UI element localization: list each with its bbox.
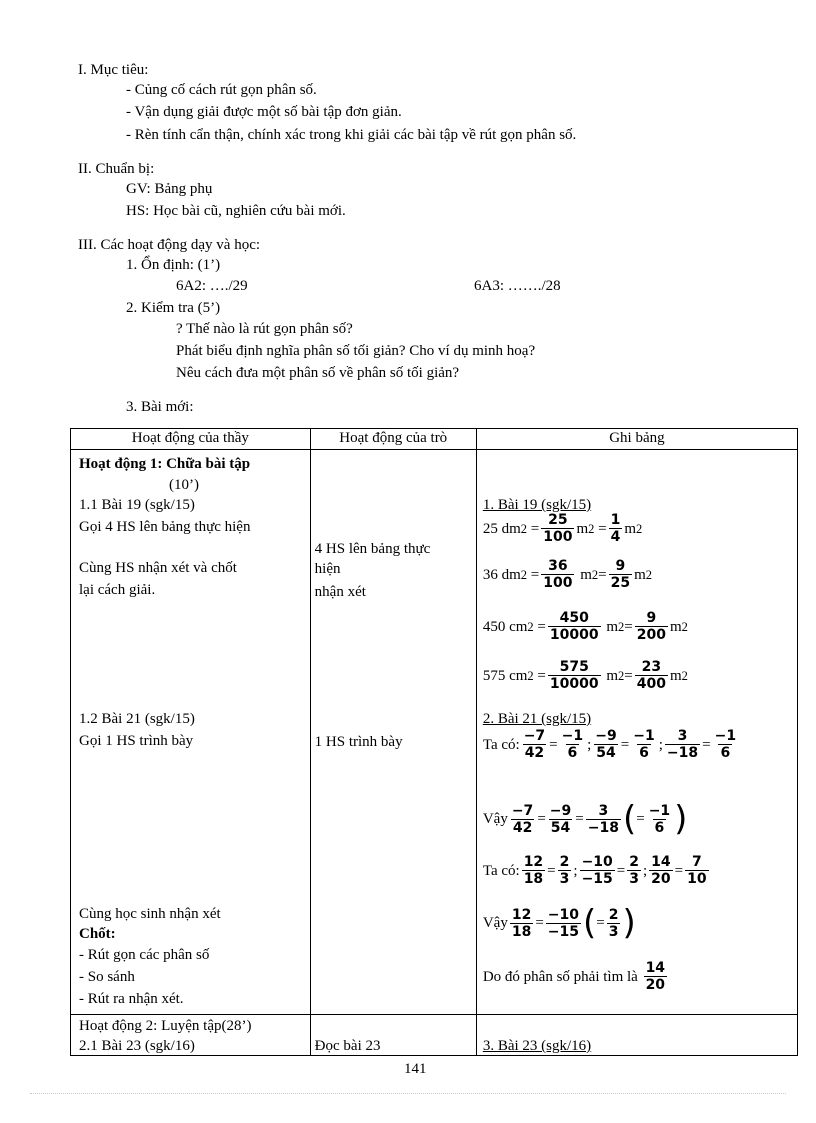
student-column — [310, 450, 476, 1015]
b19-line-1: 25 dm 2 = $\frac{25}{100}$ m 2 = $\frac{1}{4}$ m 2 — [482, 512, 643, 545]
question: Phát biểu định nghĩa phân số tối giản? Cho ví dụ minh hoạ? — [176, 343, 536, 359]
board-b19-title: 1. Bài 19 (sgk/15) — [482, 497, 592, 513]
page-number: 141 — [404, 1061, 427, 1077]
teacher-hd2-cell — [71, 1015, 311, 1056]
board-column — [476, 450, 797, 1015]
b19-line-4: 575 cm 2 = $\frac{575}{10000}$ m 2 = $\frac{23}{400}$ m 2 — [482, 659, 688, 692]
class-6a2: 6A2: …./29 — [176, 278, 248, 294]
bai-moi: 3. Bài mới: — [126, 399, 194, 415]
on-dinh: 1. Ổn định: (1’) — [126, 257, 221, 273]
board-hd2-cell — [476, 1015, 797, 1056]
board-b23-title: 3. Bài 23 (sgk/16) — [482, 1038, 592, 1054]
section-2-title: II. Chuẩn bị: — [78, 161, 155, 177]
b21-vay-1: Vậy $\frac{-7}{42}$ = $\frac{-9}{54}$ = $\frac{3}{-18}$ ( = $\frac{-1}{6}$ ) — [482, 799, 688, 839]
header-student: Hoạt động của trò — [310, 429, 476, 450]
hd1-title: Hoạt động 1: Chữa bài tập — [79, 456, 251, 472]
b19-line-2: 36 dm 2 = $\frac{36}{100}$ m 2 = $\frac{9}{25}$ m 2 — [482, 558, 652, 591]
student-s2: nhận xét — [314, 584, 366, 600]
teacher-chot-3: - Rút ra nhận xét. — [79, 991, 184, 1007]
hd1-time: (10’) — [169, 477, 199, 493]
teacher-goi1: Gọi 1 HS trình bày — [79, 733, 194, 749]
teacher-cunghs: Cùng học sinh nhận xét — [79, 906, 221, 922]
prep-item: HS: Học bài cũ, nghiên cứu bài mới. — [126, 203, 346, 219]
teacher-goi4: Gọi 4 HS lên bảng thực hiện — [79, 519, 251, 535]
section-1-title: I. Mục tiêu: — [78, 62, 149, 78]
hd2-title: Hoạt động 2: Luyện tập(28’) — [79, 1018, 252, 1034]
teacher-chot: Chốt: — [79, 926, 116, 942]
b21-taco-2: Ta có: $\frac{12}{18}$ = $\frac{2}{3}$ ; $\frac{-10}{-15}$ = $\frac{2}{3}$ ; $\frac{14}{20}$ = $\frac{7}{10}$ — [482, 854, 707, 887]
teacher-chot-2: - So sánh — [79, 969, 135, 985]
teacher-column — [71, 450, 311, 1015]
objective-item: - Củng cố cách rút gọn phân số. — [126, 82, 317, 98]
board-b21-title: 2. Bài 21 (sgk/15) — [482, 711, 592, 727]
teacher-cung1: Cùng HS nhận xét và chốt — [79, 560, 237, 576]
student-s3: 1 HS trình bày — [314, 734, 403, 750]
header-board: Ghi bảng — [476, 429, 797, 450]
teacher-chot-1: - Rút gọn các phân số — [79, 947, 210, 963]
kiem-tra: 2. Kiểm tra (5’) — [126, 300, 221, 316]
b19-line-3: 450 cm 2 = $\frac{450}{10000}$ m 2 = $\frac{9}{200}$ m 2 — [482, 610, 688, 643]
b21-conclusion: Do đó phân số phải tìm là $\frac{14}{20}$ — [482, 960, 666, 993]
objective-item: - Vận dụng giải được một số bài tập đơn giản. — [126, 104, 402, 120]
b21-taco-1: Ta có: $\frac{-7}{42}$ = $\frac{-1}{6}$ ; $\frac{-9}{54}$ = $\frac{-1}{6}$ ; $\frac{3}{-18}$ = $\frac{-1}{6}$ — [482, 728, 737, 761]
objective-item: - Rèn tính cẩn thận, chính xác trong khi giải các bài tập về rút gọn phân số. — [126, 127, 577, 143]
bai-21-label: 1.2 Bài 21 (sgk/15) — [79, 711, 195, 727]
student-s4: Đọc bài 23 — [314, 1038, 381, 1054]
lesson-table — [70, 428, 798, 1056]
student-s1: 4 HS lên bảng thực — [314, 541, 431, 557]
student-s1b: hiện — [314, 561, 341, 577]
student-hd2-cell — [310, 1015, 476, 1056]
question: ? Thế nào là rút gọn phân số? — [176, 321, 353, 337]
header-teacher: Hoạt động của thầy — [71, 429, 311, 450]
question: Nêu cách đưa một phân số về phân số tối giản? — [176, 365, 460, 381]
class-6a3: 6A3: ……./28 — [474, 278, 561, 294]
section-3-title: III. Các hoạt động dạy và học: — [78, 237, 261, 253]
b21-vay-2: Vậy $\frac{12}{18}$ = $\frac{-10}{-15}$ ( = $\frac{2}{3}$ ) — [482, 903, 636, 943]
teacher-cung2: lại cách giải. — [79, 582, 156, 598]
footer-divider — [30, 1093, 786, 1094]
prep-item: GV: Bảng phụ — [126, 181, 213, 197]
bai-19-label: 1.1 Bài 19 (sgk/15) — [79, 497, 195, 513]
bai-23-label: 2.1 Bài 23 (sgk/16) — [79, 1038, 195, 1054]
